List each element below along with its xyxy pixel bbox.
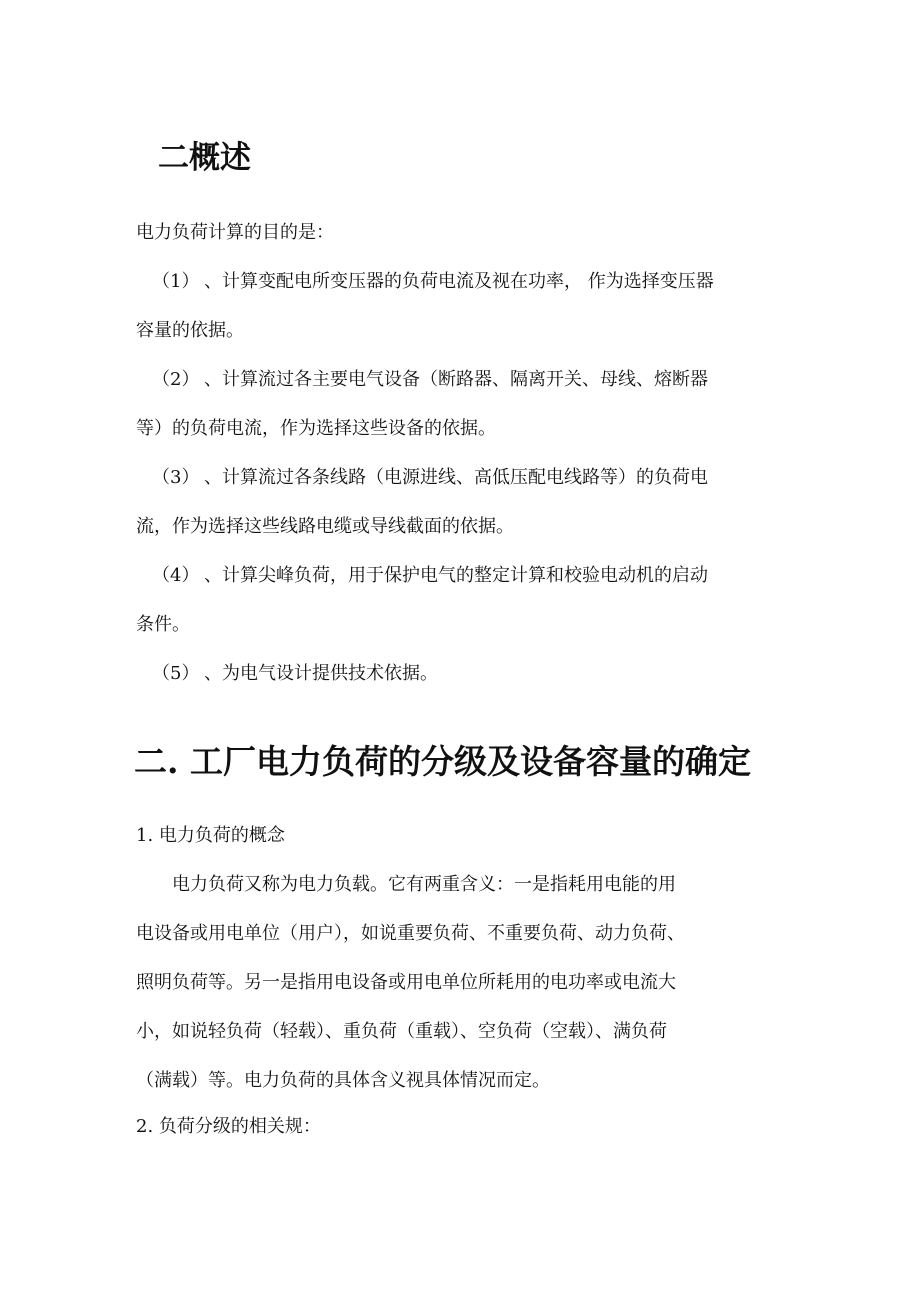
list-item-4-line-1 [136, 562, 796, 590]
list-item-2-line-1 [136, 366, 796, 394]
list-item-1 [136, 268, 796, 345]
list-item-4 [136, 562, 796, 639]
list-item-2-number: （2） [152, 369, 200, 390]
list-item-2-line-2: 等）的负荷电流，作为选择这些设备的依据。 [136, 418, 496, 439]
list-item-1-line-2: 容量的依据。 [136, 320, 244, 341]
list-item-5-number: （5） [152, 663, 200, 684]
list-item-5 [136, 660, 796, 688]
list-item-1-number: （1） [152, 271, 200, 292]
list-item-3-text-1: 、计算流过各条线路（电源进线、高低压配电线路等）的负荷电 [204, 467, 708, 488]
paragraph-line-5: （满载）等。电力负荷的具体含义视具体情况而定。 [136, 1070, 550, 1091]
paragraph-line-4: 小，如说轻负荷（轻载）、重负荷（重载）、空负荷（空载）、满负荷 [136, 1021, 667, 1042]
list-item-3 [136, 464, 796, 541]
list-item-2 [136, 366, 796, 443]
heading-overview: 二概述 [158, 140, 251, 176]
subsection-2-title: 2. 负荷分级的相关规： [136, 1116, 321, 1137]
list-item-5-line-1 [136, 660, 796, 688]
list-item-1-line-1 [136, 268, 796, 296]
list-item-1-text-1: 、计算变配电所变压器的负荷电流及视在功率， 作为选择变压器 [204, 271, 714, 292]
list-item-3-line-2: 流，作为选择这些线路电缆或导线截面的依据。 [136, 516, 514, 537]
list-item-3-line-1 [136, 464, 796, 492]
list-item-4-number: （4） [152, 565, 200, 586]
list-item-2-text-1: 、计算流过各主要电气设备（断路器、隔离开关、母线、熔断器 [204, 369, 708, 390]
list-item-5-text-1: 、为电气设计提供技术依据。 [204, 663, 438, 684]
heading-section-2: 二. 工厂电力负荷的分级及设备容量的确定 [134, 742, 751, 781]
paragraph-load-concept [136, 871, 776, 1116]
paragraph-line-1: 电力负荷又称为电力负载。它有两重含义：一是指耗用电能的用 [172, 874, 676, 895]
paragraph-line-2: 电设备或用电单位（用户），如说重要负荷、不重要负荷、动力负荷、 [136, 923, 685, 944]
paragraph-line-3: 照明负荷等。另一是指用电设备或用电单位所耗用的电功率或电流大 [136, 972, 676, 993]
list-item-3-number: （3） [152, 467, 200, 488]
list-item-4-text-1: 、计算尖峰负荷，用于保护电气的整定计算和校验电动机的启动 [204, 565, 708, 586]
subsection-1-title: 1. 电力负荷的概念 [136, 825, 285, 846]
intro-text: 电力负荷计算的目的是： [136, 222, 334, 243]
list-item-4-line-2: 条件。 [136, 614, 190, 635]
